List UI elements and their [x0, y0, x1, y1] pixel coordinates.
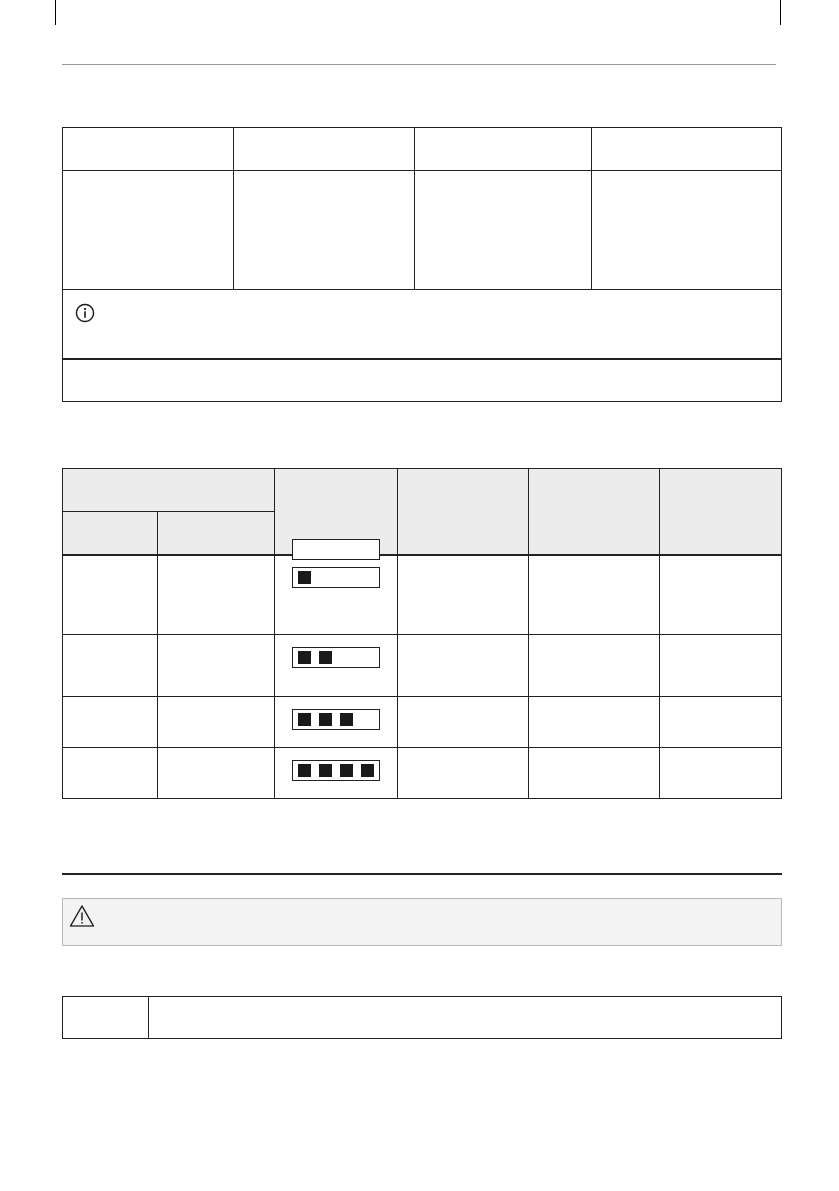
level-block	[319, 713, 332, 726]
row-divider	[63, 289, 781, 290]
header-subdivider	[63, 511, 274, 512]
level-meter	[292, 709, 380, 730]
info-icon	[75, 303, 95, 323]
row-divider	[63, 696, 781, 697]
note-divider	[63, 358, 781, 360]
level-block	[319, 651, 332, 664]
column-divider	[414, 128, 415, 290]
level-block	[298, 571, 311, 584]
warning-box	[62, 898, 782, 946]
level-block	[319, 764, 332, 777]
table-header	[63, 469, 781, 555]
header-divider	[63, 554, 781, 556]
column-divider	[148, 997, 149, 1038]
level-meter	[292, 647, 380, 668]
level-block	[361, 764, 374, 777]
step-table	[62, 996, 782, 1039]
settings-table	[62, 127, 782, 402]
level-block	[340, 764, 353, 777]
level-table	[62, 468, 782, 799]
level-block	[298, 713, 311, 726]
row-divider	[63, 747, 781, 748]
level-block	[298, 651, 311, 664]
header-divider	[63, 170, 781, 171]
level-block	[340, 713, 353, 726]
row-divider	[63, 634, 781, 635]
crop-mark-left	[55, 0, 56, 25]
level-meter	[292, 539, 380, 560]
warning-triangle-icon	[69, 904, 95, 928]
column-divider	[591, 128, 592, 290]
level-block	[298, 764, 311, 777]
crop-mark-right	[780, 0, 781, 25]
header-rule	[62, 64, 776, 65]
level-meter	[292, 567, 380, 588]
section-rule	[62, 873, 782, 875]
level-meter	[292, 760, 380, 781]
column-divider	[233, 128, 234, 290]
